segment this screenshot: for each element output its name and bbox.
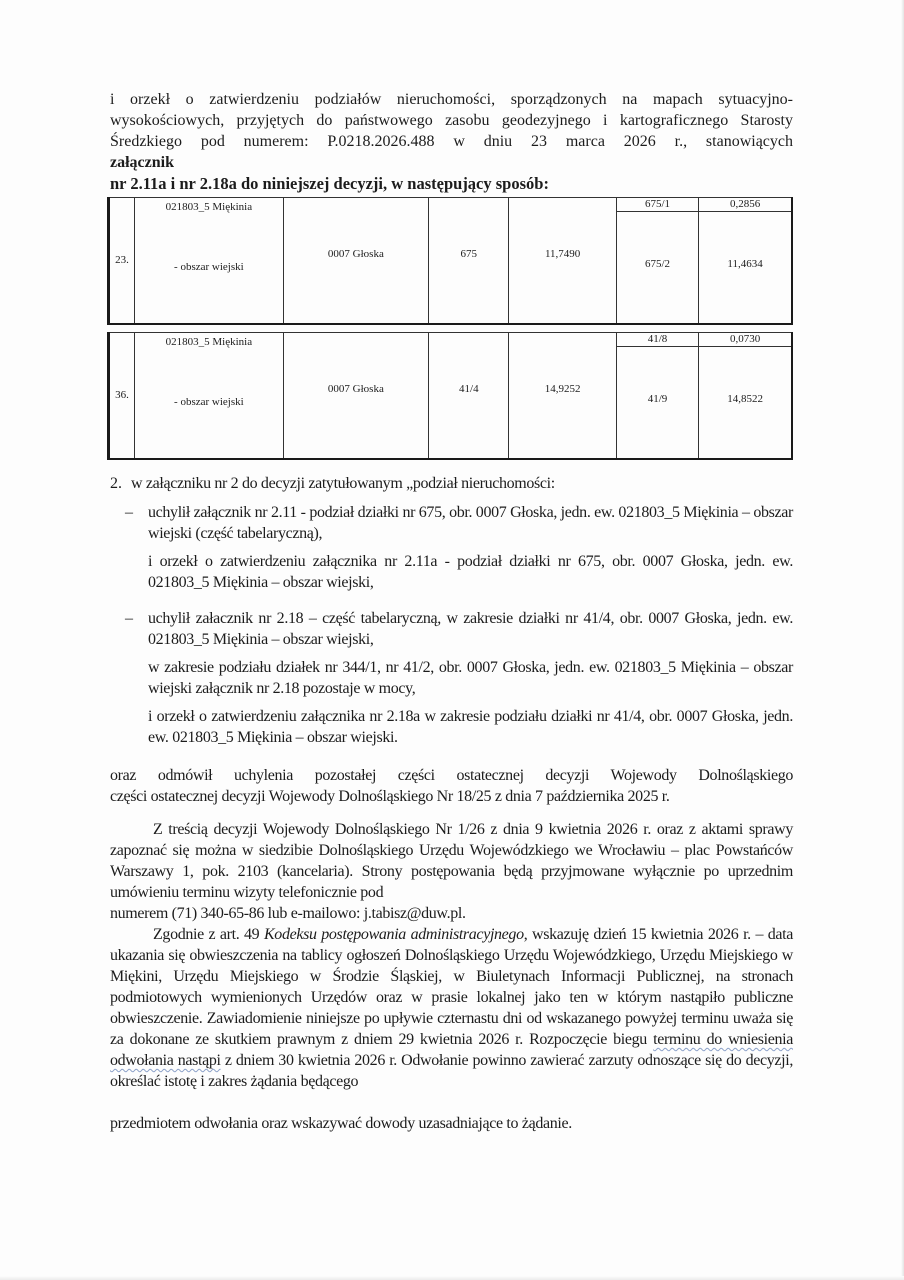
new-parcel-number: 41/8 bbox=[616, 333, 698, 347]
page-bottom-shadow bbox=[0, 1276, 904, 1280]
bullet-2-text-1: uchylił załacznik nr 2.18 – część tabelaryczną, w zakresie działki nr 41/4, obr. 0007 Głoska, jedn. ew. 021803_5 Miękinia – obszar wiejski, bbox=[148, 610, 793, 648]
powierzchnia-cell: 11,7490 bbox=[509, 198, 616, 325]
dzialka-cell: 675 bbox=[429, 198, 509, 325]
parcel-table-2 bbox=[107, 332, 793, 460]
spellcheck-underlined-phrase: terminu do wniesienia odwołania nastąpi bbox=[110, 1031, 793, 1069]
intro-line-3: Średzkiego pod numerem: P.0218.2026.488 w dniu 23 marca 2026 r., stanowiących bbox=[110, 133, 793, 150]
obreb-cell: 0007 Głoska bbox=[283, 333, 429, 460]
notice-body-end: z dniem 30 kwietnia 2026 r. Odwołanie powinno zawierać zarzuty odnoszące się do decyzji, określać istotę i zakres żądania będącego bbox=[110, 1052, 793, 1090]
refusal-line-1: oraz odmówił uchylenia pozostałej części ostatecznej decyzji Wojewody Dolnośląskiego bbox=[110, 767, 793, 784]
bullet-dash: – bbox=[125, 610, 133, 627]
kpa-title: Kodeksu postępowania administracyjnego bbox=[263, 926, 524, 943]
refusal-line-2: części ostatecznej decyzji Wojewody Dolnośląskiego Nr 18/25 z dnia 7 października 2025 r. bbox=[110, 788, 670, 805]
bullet-dash: – bbox=[125, 504, 133, 521]
jednostka-type: - obszar wiejski bbox=[174, 261, 244, 273]
intro-line-1: i orzekł o zatwierdzeniu podziałów nieruchomości, sporządzonych na mapach sytuacyjno- bbox=[110, 91, 793, 108]
new-parcel-area: 14,8522 bbox=[699, 347, 792, 460]
jednostka-name: 021803_5 Miękinia bbox=[165, 201, 253, 213]
jednostka-name: 021803_5 Miękinia bbox=[165, 336, 253, 348]
section-heading: w załączniku nr 2 do decyzji zatytułowanym „podział nieruchomości: bbox=[131, 475, 555, 492]
section-number: 2. bbox=[110, 475, 122, 492]
new-parcel-area: 0,2856 bbox=[699, 198, 792, 212]
parcel-table-1 bbox=[107, 197, 793, 325]
row-number: 36. bbox=[109, 333, 135, 460]
obreb-cell: 0007 Głoska bbox=[283, 198, 429, 325]
jednostka-cell bbox=[135, 333, 284, 460]
notice-last-line: przedmiotem odwołania oraz wskazywać dowody uzasadniające to żądanie. bbox=[110, 1115, 572, 1132]
new-parcel-area: 0,0730 bbox=[699, 333, 792, 347]
intro-bold-line-1: załącznik bbox=[110, 154, 174, 171]
jednostka-cell bbox=[135, 198, 284, 325]
new-parcel-number: 675/1 bbox=[616, 198, 698, 212]
new-parcel-area: 11,4634 bbox=[699, 212, 792, 325]
intro-bold-line-2: nr 2.11a i nr 2.18a do niniejszej decyzji, w następujący sposób: bbox=[110, 174, 549, 193]
dzialka-cell: 41/4 bbox=[429, 333, 509, 460]
bullet-1-text-2: i orzekł o zatwierdzeniu załącznika nr 2.11a - podział działki nr 675, obr. 0007 Głoska, jedn. ew. 021803_5 Miękinia – obszar wiejski, bbox=[148, 553, 793, 591]
notice-paragraph bbox=[110, 924, 793, 1092]
intro-line-2: wysokościowych, przyjętych do państwowego zasobu geodezyjnego i kartograficznego Starosty bbox=[110, 112, 793, 129]
access-paragraph: Z treścią decyzji Wojewody Dolnośląskiego Nr 1/26 z dnia 9 kwietnia 2026 r. oraz z aktami sprawy zapoznać się można w siedzibie Dolnośląskiego Urzędu Wojewódzkiego we Wrocławiu – plac Powstańców Warszawy 1, pok. 2103 (kancelaria). Strony postępowania będą przyjmowane wyłącznie po uprzednim umówieniu terminu wizyty telefonicznie pod bbox=[110, 821, 793, 901]
new-parcel-number: 675/2 bbox=[616, 212, 698, 325]
jednostka-type: - obszar wiejski bbox=[174, 396, 244, 408]
bullet-2-text-3: i orzekł o zatwierdzeniu załącznika nr 2.18a w zakresie podziału działki nr 41/4, obr. 0007 Głoska, jedn. ew. 021803_5 Miękinia – obszar wiejski. bbox=[148, 708, 793, 746]
row-number: 23. bbox=[109, 198, 135, 325]
access-contact-line: numerem (71) 340-65-86 lub e-mailowo: j.tabisz@duw.pl. bbox=[110, 905, 466, 922]
bullet-1-text-1: uchylił załącznik nr 2.11 - podział działki nr 675, obr. 0007 Głoska, jedn. ew. 021803_5 Miękinia – obszar wiejski (część tabelaryczną), bbox=[148, 504, 793, 542]
new-parcel-number: 41/9 bbox=[616, 347, 698, 460]
notice-intro: Zgodnie z art. 49 bbox=[153, 926, 264, 943]
bullet-2-text-2: w zakresie podziału działek nr 344/1, nr 41/2, obr. 0007 Głoska, jedn. ew. 021803_5 Miękinia – obszar wiejski załącznik nr 2.18 pozostaje w mocy, bbox=[148, 659, 793, 697]
powierzchnia-cell: 14,9252 bbox=[509, 333, 616, 460]
notice-body: , wskazuję dzień 15 kwietnia 2026 r. – data ukazania się obwieszczenia na tablicy ogłoszeń Dolnośląskiego Urzędu Wojewódzkiego, Urzędu Miejskiego w Miękini, Urzędu Miejskiego w Środzie Śląskiej, w Biuletynach Informacji Publicznej, na stronach podmiotowych wymienionych Urzędów oraz w prasie lokalnej jako ten w którym nastąpiło publiczne obwieszczenie. Zawiadomienie niniejsze po upływie czternastu dni od wskazanego powyżej terminu uważa się za dokonane ze skutkiem prawnym z dniem 29 kwietnia 2026 r. Rozpoczęcie biegu bbox=[110, 926, 793, 1048]
